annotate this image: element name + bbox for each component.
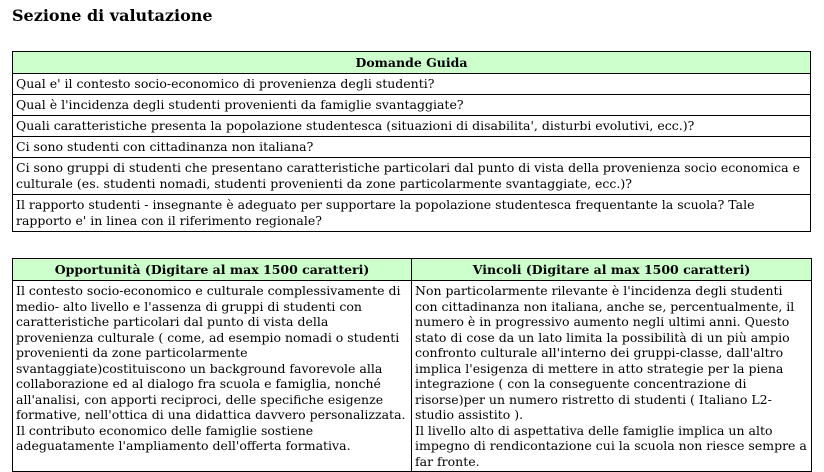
guide-question-2: Qual è l'incidenza degli studenti provenienti da famiglie svantaggiate? xyxy=(13,95,811,116)
constraints-text-cell[interactable] xyxy=(412,281,812,472)
guide-question-6: Il rapporto studenti - insegnante è adeguato per supportare la popolazione studentesca frequentante la scuola? Tale rapporto e' in linea con il riferimento regionale? xyxy=(13,195,811,232)
opportunities-text-cell[interactable] xyxy=(13,281,412,472)
constraints-paragraph-2: Il livello alto di aspettativa delle famiglie implica un alto impegno di rendicontazione cui la scuola non riesce sempre a far fronte. xyxy=(415,422,807,469)
constraints-header: Vincoli (Digitare al max 1500 caratteri) xyxy=(412,259,812,281)
guide-question-3: Quali caratteristiche presenta la popolazione studentesca (situazioni di disabilita', disturbi evolutivi, ecc.)? xyxy=(13,116,811,137)
guide-questions-table xyxy=(12,51,811,232)
guide-question-4: Ci sono studenti con cittadinanza non italiana? xyxy=(13,137,811,158)
opportunities-text: Il contesto socio-economico e culturale complessivamente di medio- alto livello e l'assenza di gruppi di studenti con caratteristiche particolari dal punto di vista della provenienza culturale ( come, ad esempio nomadi o studenti provenienti da zone particolarmente svantaggiate)costituiscono un background favorevole alla collaborazione ed al dialogo fra scuola e famiglia, nonché all'analisi, con apporti reciproci, delle specifiche esigenze formative, nell'ottica di una didattica davvero personalizzata. Il contributo economico delle famiglie sostiene adeguatamente l'ampliamento dell'offerta formativa. xyxy=(16,283,406,453)
guide-question-5: Ci sono gruppi di studenti che presentano caratteristiche particolari dal punto di vista della provenienza socio economica e culturale (es. studenti nomadi, studenti provenienti da zone particolarmente svantaggiate, ecc.)? xyxy=(13,158,811,195)
page-title: Sezione di valutazione xyxy=(12,6,213,25)
opportunities-header: Opportunità (Digitare al max 1500 caratteri) xyxy=(13,259,412,281)
guide-questions-header: Domande Guida xyxy=(13,52,811,74)
constraints-paragraph-1: Non particolarmente rilevante è l'incidenza degli studenti con cittadinanza non italiana, anche se, percentualmente, il numero è in progressivo aumento negli ultimi anni. Questo stato di cose da un lato limita la possibilità di un più ampio confronto culturale all'interno dei gruppi-classe, dall'altro implica l'esigenza di mettere in atto strategie per la piena integrazione ( con la conseguente concentrazione di risorse)per un numero ristretto di studenti ( Italiano L2- studio assistito ). xyxy=(415,283,795,422)
guide-question-1: Qual e' il contesto socio-economico di provenienza degli studenti? xyxy=(13,74,811,95)
opportunities-constraints-table xyxy=(12,258,812,472)
